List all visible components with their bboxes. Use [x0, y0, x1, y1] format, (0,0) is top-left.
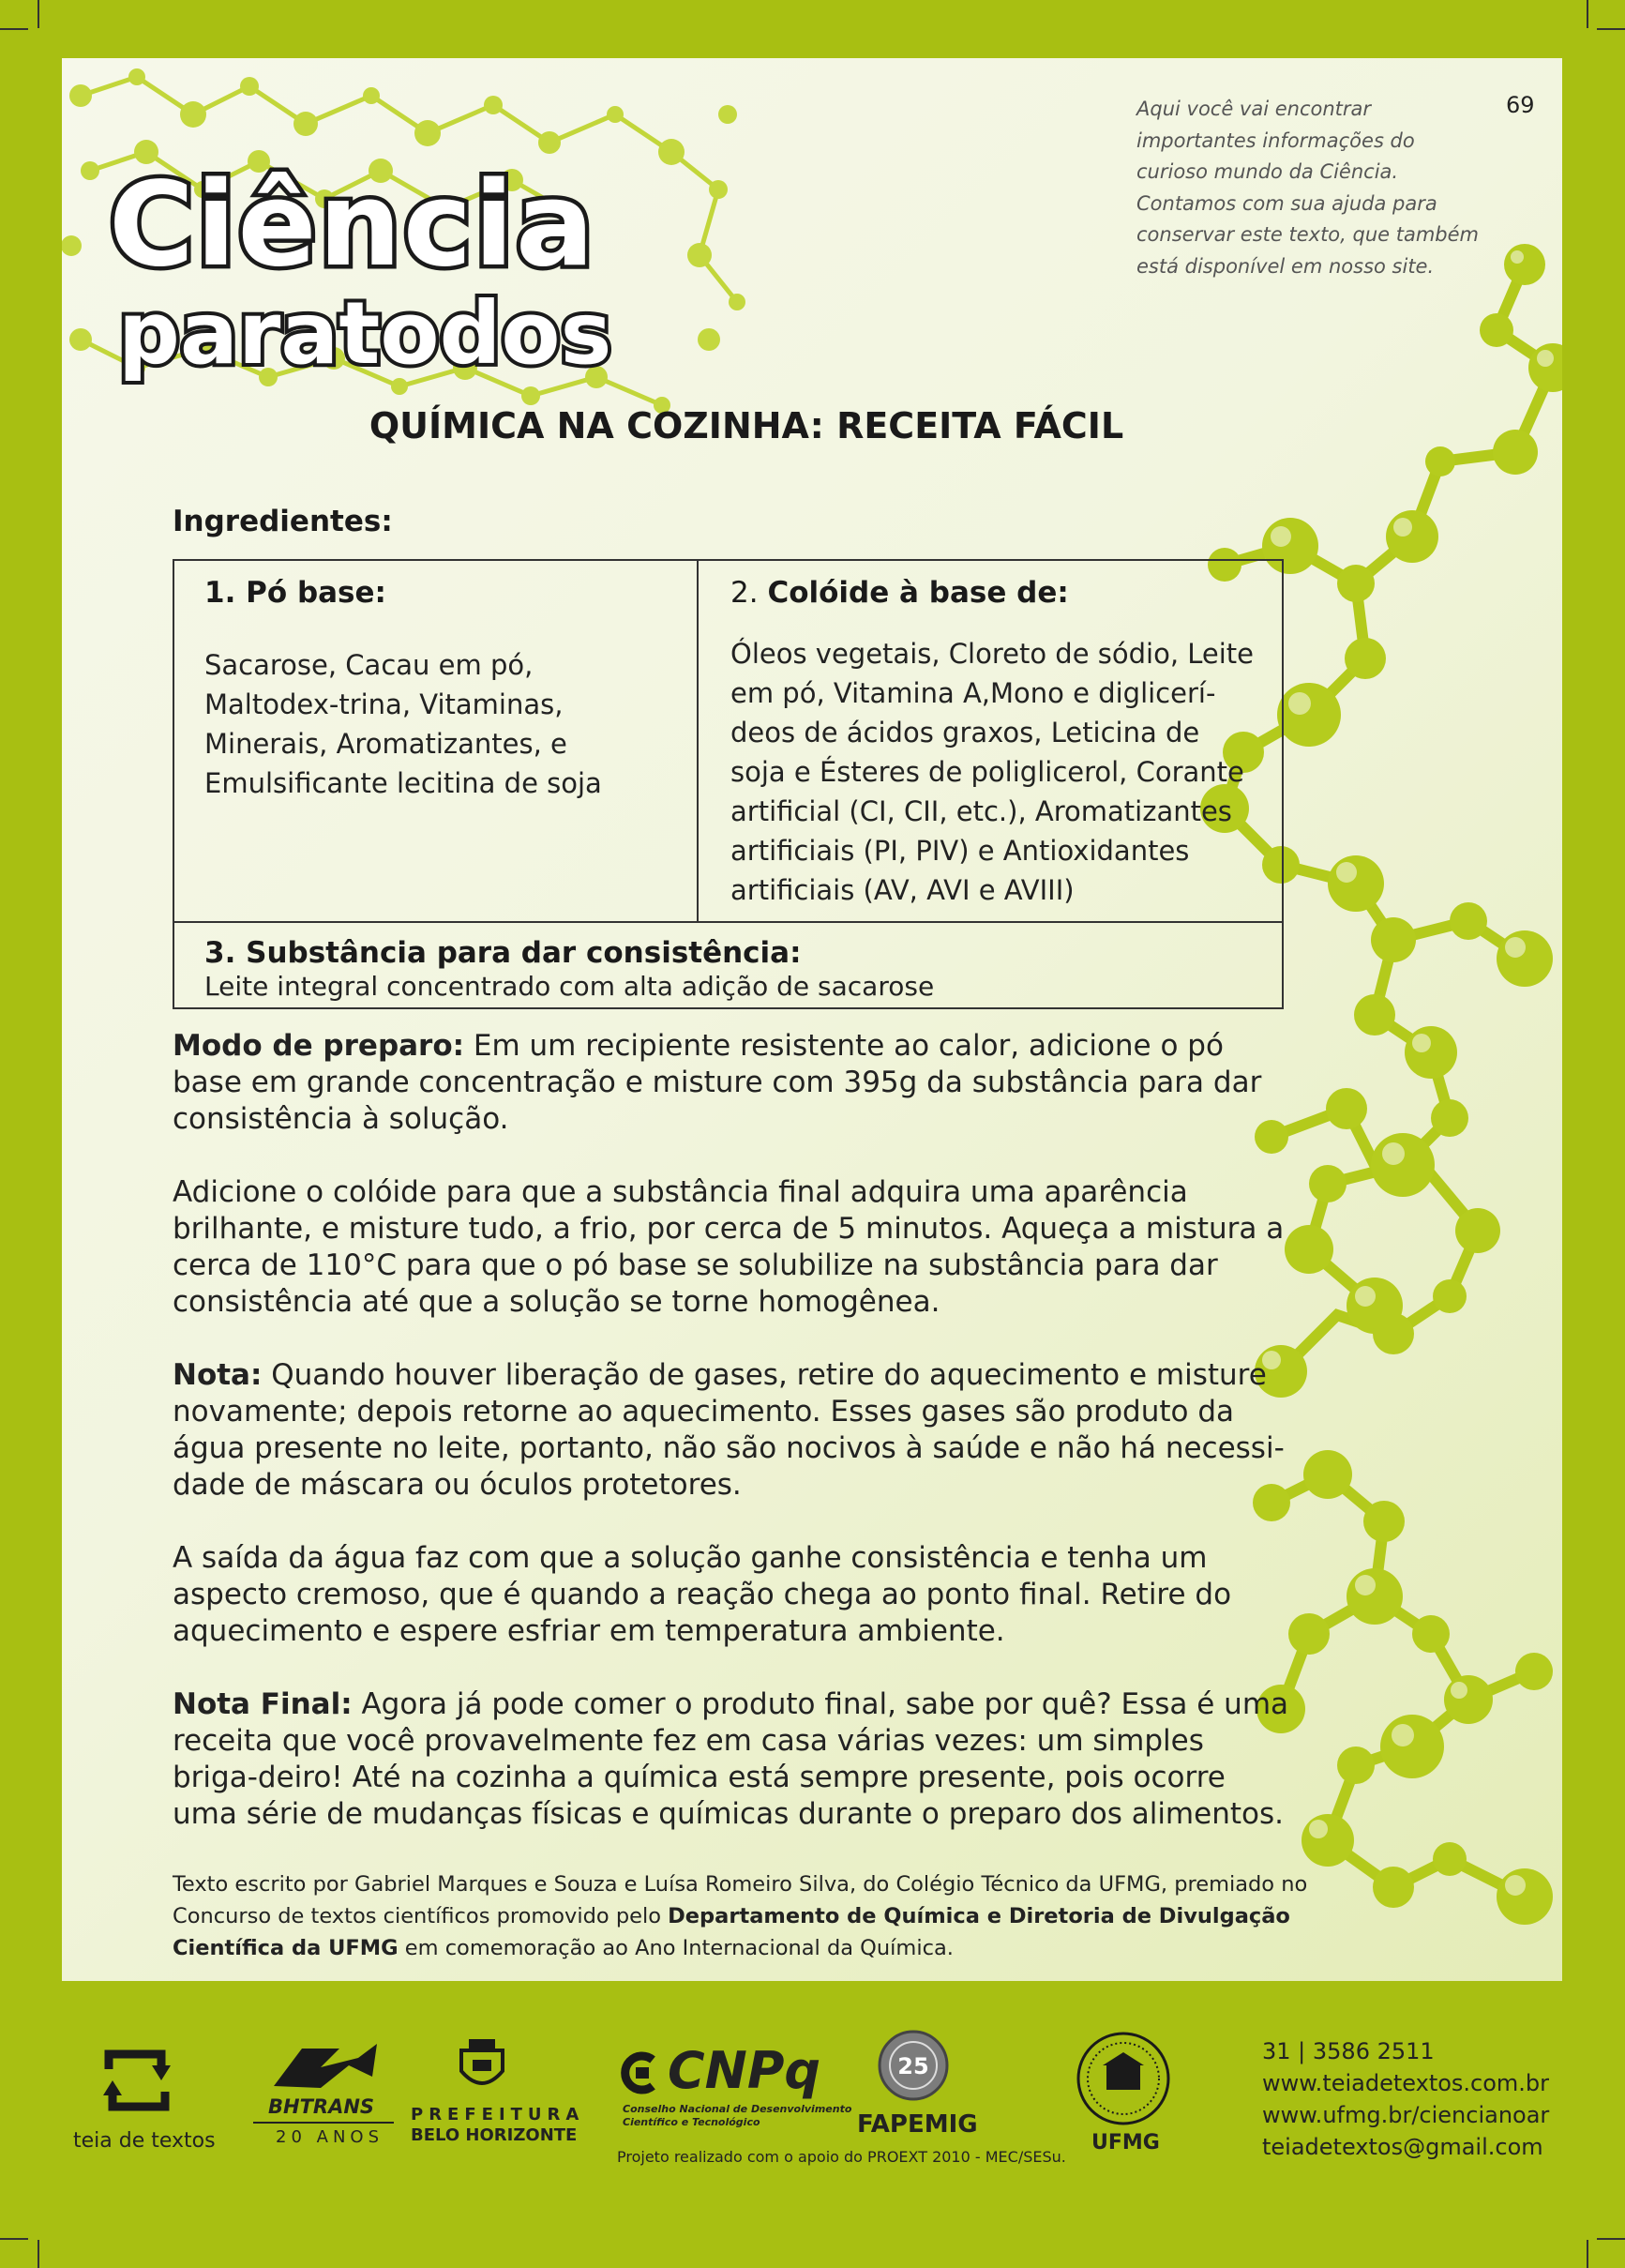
- cell-title-po-base: 1. Pó base:: [204, 576, 386, 610]
- cell-title-prefix: 2.: [730, 576, 768, 610]
- fapemig-badge-icon: [876, 2028, 951, 2103]
- paragraph: [173, 1174, 1298, 1321]
- article-body: [173, 1028, 1298, 1869]
- cell-text-po-base: Sacarose, Cacau em pó, Maltodex-trina, Vitaminas, Minerais, Aromatizantes, e Emulsificante lecitina de soja: [204, 649, 602, 799]
- crop-mark: [38, 0, 39, 28]
- paragraph-lead: Nota:: [173, 1358, 263, 1392]
- svg-text:paratodos: paratodos: [118, 283, 612, 384]
- fapemig-label: FAPEMIG: [857, 2110, 978, 2139]
- paragraph: [173, 1357, 1298, 1504]
- paragraph: [173, 1540, 1298, 1650]
- contact-block: [1262, 2035, 1549, 2163]
- paragraph-lead: Nota Final:: [173, 1687, 353, 1721]
- contact-link[interactable]: www.teiadetextos.com.br: [1262, 2070, 1550, 2096]
- crop-mark: [1587, 0, 1588, 28]
- paragraph-text: Quando houver liberação de gases, retire do aquecimento e misture novamente; depois retorne ao aquecimento. Esses gases são produto da água presente no leite, portanto, não são nocivos à saúde e não há necessi-dade de máscara ou óculos protetores.: [173, 1358, 1285, 1502]
- ciencia-para-todos-logo: [90, 124, 746, 405]
- page-number: 69: [1506, 92, 1535, 118]
- table-divider: [174, 921, 1282, 923]
- bhtrans-sub: 20 ANOS: [276, 2127, 384, 2147]
- crop-mark: [0, 28, 28, 30]
- intro-line: curioso mundo da Ciência.: [1136, 160, 1399, 183]
- table-divider: [697, 561, 699, 921]
- paragraph-text: A saída da água faz com que a solução ganhe consistência e tenha um aspecto cremoso, que é quando a reação chega ao ponto final. Retire do aquecimento e espere esfriar em temperatura ambiente.: [173, 1541, 1232, 1648]
- cell-title-coloide: [730, 576, 1069, 610]
- intro-line: Aqui você vai encontrar: [1136, 98, 1372, 120]
- intro-line: conservar este texto, que também: [1136, 223, 1480, 246]
- cnpq-sub: Científico e Tecnológico: [623, 2116, 760, 2128]
- intro-line: importantes informações do: [1136, 129, 1415, 152]
- cell-text-substancia: Leite integral concentrado com alta adição de sacarose: [204, 971, 935, 1002]
- ufmg-label: UFMG: [1091, 2131, 1160, 2155]
- prefeitura-line2: BELO HORIZONTE: [411, 2125, 578, 2145]
- intro-text: [1136, 94, 1493, 282]
- teia-label: teia de textos: [73, 2129, 216, 2153]
- intro-line: Contamos com sua ajuda para: [1136, 191, 1437, 215]
- paragraph: [173, 1686, 1298, 1833]
- cell-title-bold: Colóide à base de:: [767, 576, 1069, 610]
- credits-bold: Departamento de Química e Diretoria de Divulgação Científica da UFMG: [173, 1904, 1290, 1960]
- credits-text: Texto escrito por Gabriel Marques e Souza e Luísa Romeiro Silva, do Colégio Técnico da UFMG, premiado no Concurso de textos científicos promovido pelo: [173, 1872, 1308, 1928]
- contact-phone: 31 | 3586 2511: [1262, 2038, 1435, 2064]
- project-note: Projeto realizado com o apoio do PROEXT 2010 - MEC/SESu.: [617, 2148, 1066, 2166]
- contact-link[interactable]: www.ufmg.br/ciencianoar: [1262, 2102, 1550, 2128]
- svg-text:Ciência: Ciência: [109, 158, 596, 293]
- cnpq-label: CNPq: [668, 2041, 821, 2100]
- credits-text: em comemoração ao Ano Internacional da Química.: [398, 1936, 954, 1960]
- paragraph-text: Agora já pode comer o produto final, sabe por quê? Essa é uma receita que você provavelmente fez em casa várias vezes: um simples briga-deiro! Até na cozinha a química está sempre presente, pois ocorre uma série de mudanças físicas e químicas durante o preparo dos alimentos.: [173, 1687, 1289, 1831]
- intro-line: está disponível em nosso site.: [1136, 254, 1435, 278]
- cnpq-sub: Conselho Nacional de Desenvolvimento: [623, 2103, 852, 2115]
- cnpq-icon: [615, 2047, 664, 2099]
- prefeitura-line1: PREFEITURA: [411, 2105, 585, 2124]
- ingredients-table: [173, 559, 1284, 1009]
- cell-title-substancia: 3. Substância para dar consistência:: [204, 936, 802, 970]
- bhtrans-icon: [264, 2039, 386, 2095]
- paragraph: [173, 1028, 1298, 1138]
- svg-text:25: 25: [897, 2053, 929, 2079]
- prefeitura-crest-icon: [456, 2037, 508, 2094]
- crop-mark: [1597, 28, 1625, 30]
- paragraph-lead: Modo de preparo:: [173, 1029, 465, 1063]
- contact-email[interactable]: teiadetextos@gmail.com: [1262, 2134, 1543, 2160]
- ufmg-seal-icon: [1075, 2030, 1172, 2127]
- bhtrans-label: BHTRANS: [268, 2095, 375, 2118]
- teia-de-textos-icon: [94, 2037, 180, 2124]
- divider: [253, 2122, 394, 2124]
- article-title: QUÍMICA NA COZINHA: RECEITA FÁCIL: [369, 405, 1124, 446]
- paragraph-text: Adicione o colóide para que a substância final adquira uma aparência brilhante, e misture tudo, a frio, por cerca de 5 minutos. Aqueça a mistura a cerca de 110°C para que o pó base se solubilize na substância para dar consistência até que a solução se torne homogênea.: [173, 1175, 1285, 1319]
- content-panel: [62, 58, 1562, 1981]
- cell-text-coloide: Óleos vegetais, Cloreto de sódio, Leite em pó, Vitamina A,Mono e diglicerí-deos de ácidos graxos, Leticina de soja e Ésteres de poliglicerol, Corante artificial (CI, CII, etc.), Aromatizantes artificiais (PI, PIV) e Antioxidantes artificiais (AV, AVI e AVIII): [730, 638, 1255, 906]
- paragraph-text: Em um recipiente resistente ao calor, adicione o pó base em grande concentração e misture com 395g da substância para dar consistência à solução.: [173, 1029, 1262, 1136]
- sponsor-footer: [0, 1981, 1625, 2268]
- credits: [173, 1868, 1392, 1964]
- ingredients-heading: Ingredientes:: [173, 505, 393, 538]
